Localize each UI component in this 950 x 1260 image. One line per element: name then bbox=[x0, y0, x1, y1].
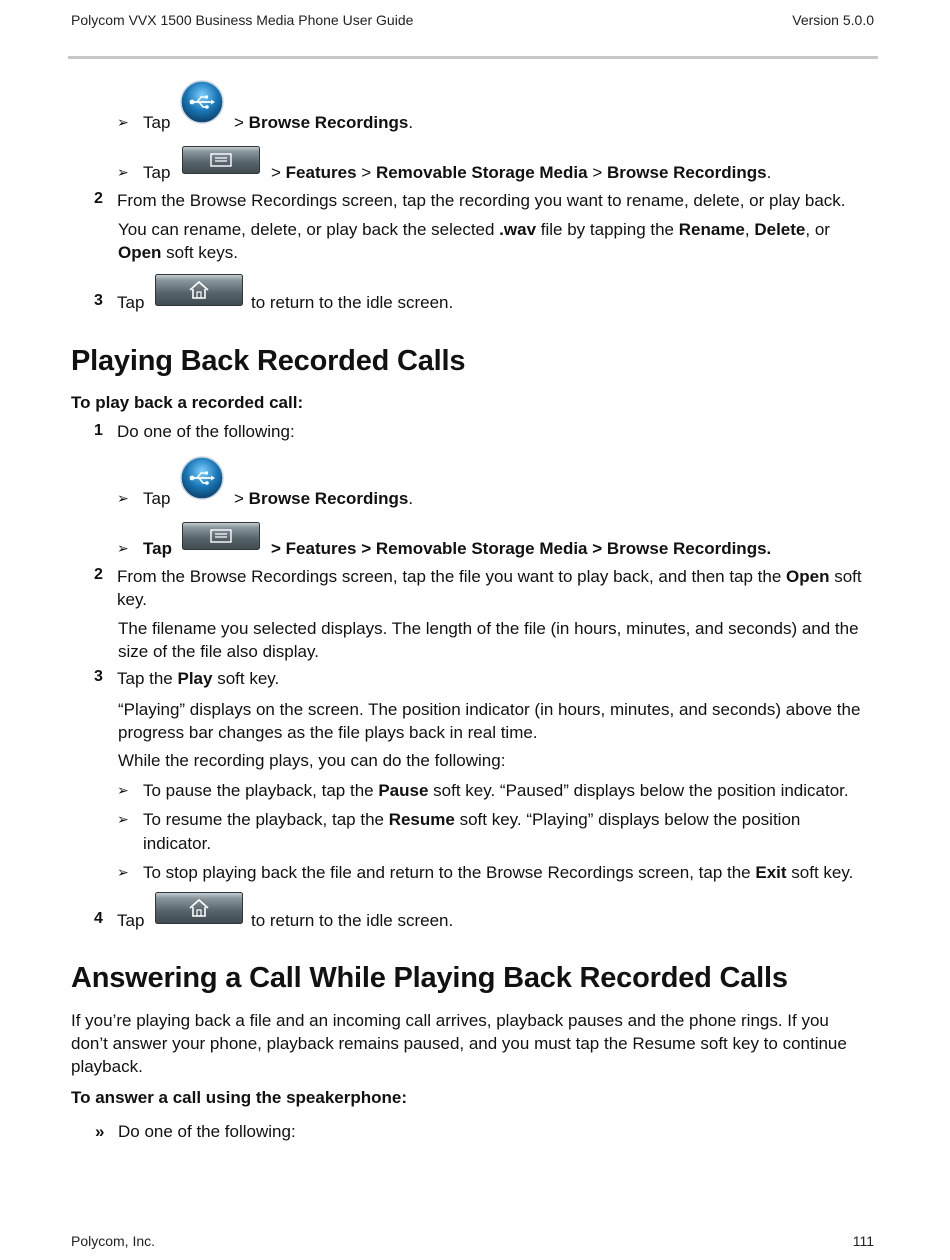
procedure-title: To play back a recorded call: bbox=[71, 393, 304, 412]
s2-step-text: Do one of the following: bbox=[118, 1122, 296, 1141]
bullet-arrow-icon: ➢ bbox=[117, 864, 129, 880]
section-heading-playing-back: Playing Back Recorded Calls bbox=[71, 345, 466, 377]
s1-step-2-note-l1: The filename you selected displays. The length of the file (in hours, minutes, and seconds) and the bbox=[118, 619, 859, 638]
s1-option-resume: To resume the playback, tap the Resume soft key. “Playing” displays below the position bbox=[143, 810, 801, 829]
bullet-arrow-icon: ➢ bbox=[117, 164, 129, 180]
step-number: 2 bbox=[94, 190, 103, 207]
s1-step-3-note-l2: progress bar changes as the file plays back in real time. bbox=[118, 723, 538, 742]
top-step-2-text: From the Browse Recordings screen, tap the recording you want to rename, delete, or play back. bbox=[117, 191, 846, 210]
s1-step-3-note-l1: “Playing” displays on the screen. The position indicator (in hours, minutes, and seconds) above the bbox=[118, 700, 861, 719]
step-number: 1 bbox=[94, 422, 103, 439]
top-step-3-rest: to return to the idle screen. bbox=[251, 293, 454, 312]
s1-step-3-note2: While the recording plays, you can do the following: bbox=[118, 751, 506, 770]
s1-bullet-2-path: > Features > Removable Storage Media > Browse Recordings. bbox=[271, 539, 772, 558]
s2-para-l1: If you’re playing back a file and an incoming call arrives, playback pauses and the phone rings. If you bbox=[71, 1011, 829, 1030]
s1-step-2-l2: key. bbox=[117, 590, 147, 609]
procedure-title: To answer a call using the speakerphone: bbox=[71, 1088, 407, 1107]
menu-icon bbox=[182, 522, 260, 550]
s1-step-3-text: Tap the Play soft key. bbox=[117, 669, 280, 688]
top-step-3-tap: Tap bbox=[117, 293, 145, 312]
section-heading-answering-call: Answering a Call While Playing Back Recorded Calls bbox=[71, 962, 788, 994]
footer-company: Polycom, Inc. bbox=[71, 1233, 156, 1249]
usb-icon bbox=[180, 456, 224, 500]
home-icon bbox=[155, 892, 243, 924]
s1-bullet-1-dest: > Browse Recordings. bbox=[234, 489, 414, 508]
s2-para-l3: playback. bbox=[71, 1057, 143, 1076]
step-number: 2 bbox=[94, 566, 103, 583]
step-number: 3 bbox=[94, 668, 103, 685]
bullet-arrow-icon: ➢ bbox=[117, 782, 129, 798]
step-number: 4 bbox=[94, 910, 103, 927]
s1-step-4-rest: to return to the idle screen. bbox=[251, 911, 454, 930]
s2-para-l2: don’t answer your phone, playback remains paused, and you must tap the Resume soft key to continue bbox=[71, 1034, 847, 1053]
top-bullet-2: Tap bbox=[143, 163, 171, 182]
top-bullet-2-path: > Features > Removable Storage Media > Browse Recordings. bbox=[271, 163, 772, 182]
bullet-arrow-icon: ➢ bbox=[117, 114, 129, 130]
usb-icon bbox=[180, 80, 224, 124]
bullet-arrow-icon: ➢ bbox=[117, 540, 129, 556]
home-icon bbox=[155, 274, 243, 306]
bullet-arrow-icon: ➢ bbox=[117, 811, 129, 827]
header-title: Polycom VVX 1500 Business Media Phone User Guide bbox=[71, 12, 414, 28]
step-number: 3 bbox=[94, 292, 103, 309]
s1-bullet-2: Tap bbox=[143, 539, 172, 558]
s1-option-resume-l2: indicator. bbox=[143, 834, 212, 853]
s1-step-1-text: Do one of the following: bbox=[117, 422, 295, 441]
s1-option-exit: To stop playing back the file and return to the Browse Recordings screen, tap the Exit soft key. bbox=[143, 863, 854, 882]
s1-step-4-tap: Tap bbox=[117, 911, 145, 930]
s1-bullet-1: Tap bbox=[143, 489, 171, 508]
step-bullet: » bbox=[95, 1122, 105, 1141]
top-step-2-note-l2: Open soft keys. bbox=[118, 243, 238, 262]
s1-step-2-note-l2: size of the file also display. bbox=[118, 642, 319, 661]
s1-option-pause: To pause the playback, tap the Pause soft key. “Paused” displays below the position indicator. bbox=[143, 781, 849, 800]
menu-icon bbox=[182, 146, 260, 174]
tap-text: Tap bbox=[143, 113, 171, 132]
top-step-2-note-l1: You can rename, delete, or play back the selected .wav file by tapping the Rename, Delete, or bbox=[118, 220, 830, 239]
footer-page-number: 111 bbox=[852, 1233, 874, 1249]
top-bullet-1-dest: > Browse Recordings. bbox=[234, 113, 414, 132]
header-divider bbox=[68, 56, 878, 59]
bullet-arrow-icon: ➢ bbox=[117, 490, 129, 506]
s1-step-2-l1: From the Browse Recordings screen, tap the file you want to play back, and then tap the Open soft bbox=[117, 567, 862, 586]
top-bullet-1 bbox=[143, 111, 170, 134]
header-version: Version 5.0.0 bbox=[792, 12, 874, 28]
